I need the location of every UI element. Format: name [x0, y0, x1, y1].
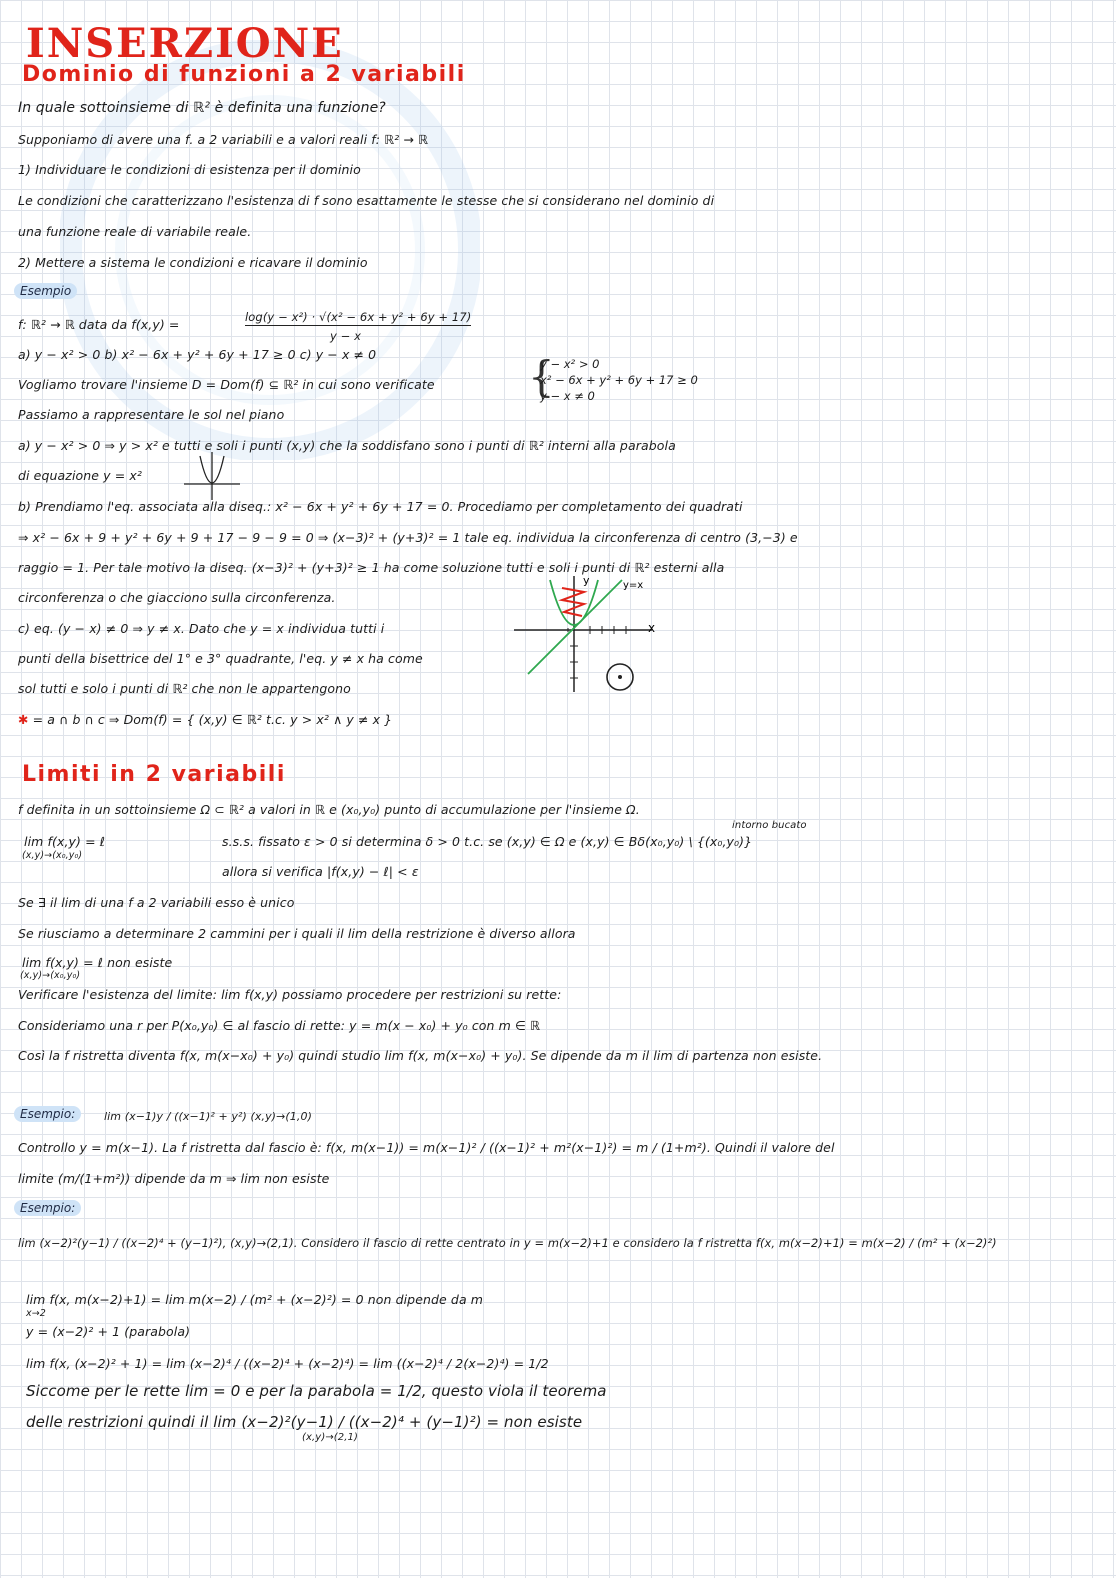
part-b-line-4: circonferenza o che giacciono sulla circonferenza.: [18, 590, 336, 605]
punctured-neighbourhood-note: intorno bucato: [732, 820, 807, 831]
two-paths-line: Se riusciamo a determinare 2 cammini per i quali il lim della restrizione è diverso allora: [18, 926, 576, 941]
example-badge: Esempio: [14, 283, 77, 299]
part-c-line-1: c) eq. (y − x) ≠ 0 ⇒ y ≠ x. Dato che y = x individua tutti i: [18, 621, 385, 636]
page-title: INSERZIONE: [26, 20, 344, 67]
part-a-line-2: di equazione y = x²: [18, 468, 142, 483]
limit-expression: lim f(x,y) = ℓ: [24, 834, 106, 849]
since-line: Siccome per le rette lim = 0 e per la parabola = 1/2, questo viola il teorema: [26, 1382, 607, 1400]
example-one-check: Controllo y = m(x−1). La f ristretta dal fascio è: f(x, m(x−1)) = m(x−1)² / ((x−1)² + m²(x−1)²) = m / (1+m²). Quindi il valore del: [18, 1140, 835, 1155]
example-two-line: lim (x−2)²(y−1) / ((x−2)⁴ + (y−1)²), (x,y)→(2,1). Considero il fascio di rette centrato in y = m(x−2)+1 e considero la f ristretta f(x, m(x−2)+1) = m(x−2) / (m² + (x−2)²): [18, 1236, 997, 1250]
system-of-conditions: [540, 356, 698, 404]
part-b-line-3: raggio = 1. Per tale motivo la diseq. (x−3)² + (y+3)² ≥ 1 ha come soluzione tutti e soli i punti di ℝ² esterni alla: [18, 560, 725, 575]
result-marker: ✱: [18, 712, 29, 727]
domain-graph: [510, 570, 670, 695]
parabola-line: y = (x−2)² + 1 (parabola): [26, 1324, 191, 1339]
function-definition: f: ℝ² → ℝ data da f(x,y) =: [18, 317, 180, 332]
uniqueness-line: Se ∃ il lim di una f a 2 variabili esso è unico: [18, 895, 295, 910]
system-brace: {: [528, 352, 555, 401]
step-one: 1) Individuare le condizioni di esistenza per il dominio: [18, 162, 361, 177]
restricted-line: Così la f ristretta diventa f(x, m(x−x₀) + y₀) quindi studio lim f(x, m(x−x₀) + y₀). Se dipende da m il lim di partenza non esiste.: [18, 1048, 823, 1063]
represent-line: Passiamo a rappresentare le sol nel piano: [18, 407, 285, 422]
final-line: delle restrizioni quindi il lim (x−2)²(y−1) / ((x−2)⁴ + (y−1)²) = non esiste: [26, 1413, 583, 1431]
part-c-line-2: punti della bisettrice del 1° e 3° quadrante, l'eq. y ≠ x ha come: [18, 651, 423, 666]
definition-line: f definita in un sottoinsieme Ω ⊂ ℝ² a valori in ℝ e (x₀,y₀) punto di accumulazione per l'insieme Ω.: [18, 802, 640, 817]
limit-subscript: (x,y)→(x₀,y₀): [22, 850, 83, 861]
function-denominator: y − x: [330, 329, 362, 343]
graph-x-label: x: [648, 621, 656, 635]
example-two-lines-subscript: x→2: [26, 1308, 46, 1319]
example-badge: Esempio:: [14, 1200, 81, 1216]
part-b-line-1: b) Prendiamo l'eq. associata alla diseq.: x² − 6x + y² + 6y + 17 = 0. Procediamo per completamento dei quadrati: [18, 499, 743, 514]
part-a-line-1: a) y − x² > 0 ⇒ y > x² e tutti e soli i punti (x,y) che la soddisfano sono i punti di ℝ² interni alla parabola: [18, 438, 676, 453]
system-row: y − x ≠ 0: [540, 389, 595, 403]
step-one-desc-b: una funzione reale di variabile reale.: [18, 224, 252, 239]
example-badge: Esempio:: [14, 1106, 81, 1122]
example-one-conclusion: limite (m/(1+m²)) dipende da m ⇒ lim non esiste: [18, 1171, 330, 1186]
graph-y-label: y: [583, 574, 590, 587]
small-parabola-sketch: [180, 450, 244, 502]
consider-line: Consideriamo una r per P(x₀,y₀) ∈ al fascio di rette: y = m(x − x₀) + y₀ con m ∈ ℝ: [18, 1018, 541, 1033]
step-one-desc-a: Le condizioni che caratterizzano l'esistenza di f sono esattamente le stesse che si considerano nel dominio di: [18, 193, 715, 208]
find-set-line: Vogliamo trovare l'insieme D = Dom(f) ⊆ ℝ² in cui sono verificate: [18, 377, 435, 392]
part-c-line-3: sol tutti e solo i punti di ℝ² che non le appartengono: [18, 681, 351, 696]
suppose-line: Supponiamo di avere una f. a 2 variabili e a valori reali f: ℝ² → ℝ: [18, 132, 428, 147]
conditions-line: a) y − x² > 0 b) x² − 6x + y² + 6y + 17 ≥ 0 c) y − x ≠ 0: [18, 347, 377, 362]
domain-result: [18, 712, 392, 727]
section-heading-limits: Limiti in 2 variabili: [22, 762, 286, 787]
not-exist-line: lim f(x,y) = ℓ non esiste: [22, 955, 173, 970]
system-row: x² − 6x + y² + 6y + 17 ≥ 0: [540, 373, 698, 387]
example-two-lines-limit: lim f(x, m(x−2)+1) = lim m(x−2) / (m² + (x−2)²) = 0 non dipende da m: [26, 1292, 484, 1307]
not-exist-subscript: (x,y)→(x₀,y₀): [20, 970, 81, 981]
graph-line-label: y=x: [623, 580, 644, 591]
limit-definition: s.s.s. fissato ε > 0 si determina δ > 0 t.c. se (x,y) ∈ Ω e (x,y) ∈ Bδ(x₀,y₀) \ {(x₀,y₀)}: [222, 834, 753, 849]
verify-line: Verificare l'esistenza del limite: lim f(x,y) possiamo procedere per restrizioni su rette:: [18, 987, 562, 1002]
result-text: = a ∩ b ∩ c ⇒ Dom(f) = { (x,y) ∈ ℝ² t.c. y > x² ∧ y ≠ x }: [32, 712, 393, 727]
function-numerator: log(y − x²) · √(x² − 6x + y² + 6y + 17): [245, 310, 472, 324]
example-two-parabola-limit: lim f(x, (x−2)² + 1) = lim (x−2)⁴ / ((x−2)⁴ + (x−2)⁴) = lim ((x−2)⁴ / 2(x−2)⁴) = 1/2: [26, 1356, 549, 1371]
part-b-line-2: ⇒ x² − 6x + 9 + y² + 6y + 9 + 17 − 9 − 9 = 0 ⇒ (x−3)² + (y+3)² = 1 tale eq. individua la circonferenza di centro (3,−3) e: [18, 530, 798, 545]
step-two: 2) Mettere a sistema le condizioni e ricavare il dominio: [18, 255, 368, 270]
system-row: y − x² > 0: [540, 357, 600, 371]
limit-then: allora si verifica |f(x,y) − ℓ| < ε: [222, 864, 419, 879]
final-subscript: (x,y)→(2,1): [302, 1432, 359, 1443]
example-one-limit: lim (x−1)y / ((x−1)² + y²) (x,y)→(1,0): [104, 1110, 312, 1123]
question-line: In quale sottoinsieme di ℝ² è definita una funzione?: [18, 100, 386, 116]
section-heading-domain: Dominio di funzioni a 2 variabili: [22, 62, 466, 87]
